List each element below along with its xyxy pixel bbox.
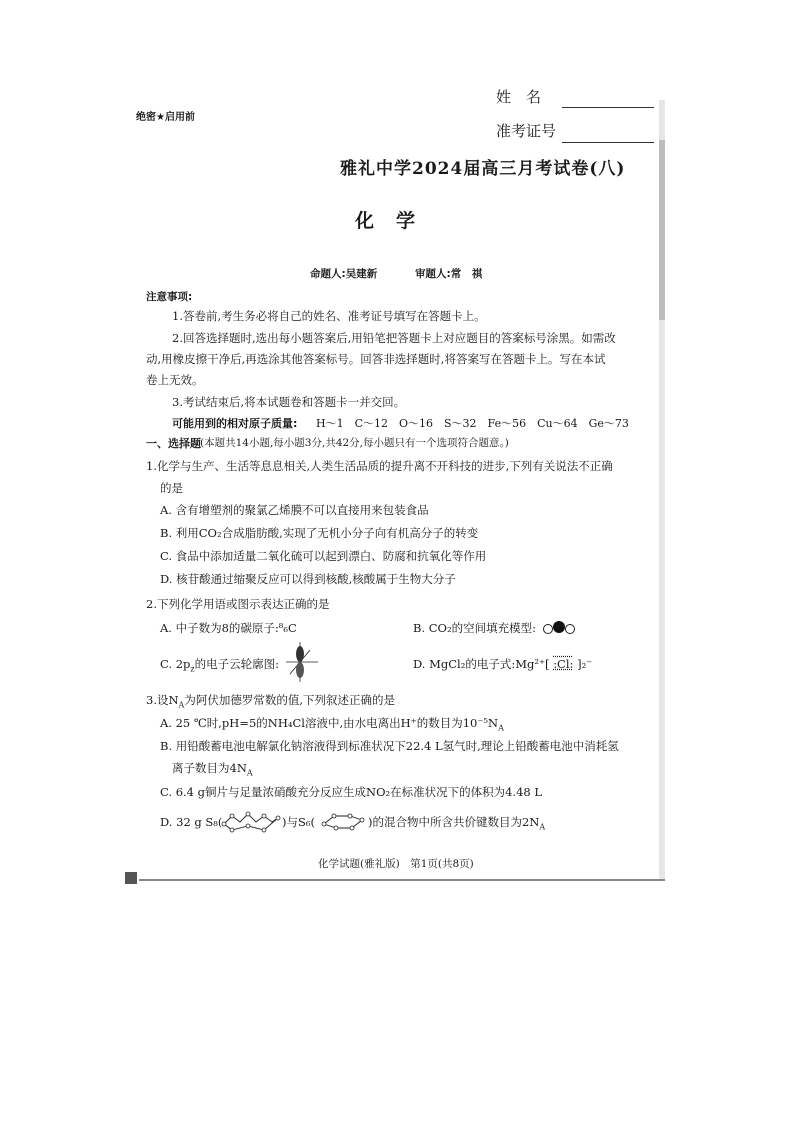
q2-option-b: B. CO₂的空间填充模型: (413, 621, 536, 635)
subject-title: 化学 (355, 210, 438, 232)
q1-option-b: B. 利用CO₂合成脂肪酸,实现了无机小分子向有机高分子的转变 (160, 526, 479, 540)
q3-option-d-suffix-text: )的混合物中所含共价键数目为2N (368, 815, 540, 829)
page-scrollbar[interactable] (659, 100, 665, 880)
q2-stem: 2.下列化学用语或图示表达正确的是 (146, 597, 330, 611)
q3-option-d-sub: A (539, 822, 546, 832)
q3-option-b-b (172, 761, 253, 780)
q3-option-a (160, 716, 504, 735)
exam-id-field (562, 141, 654, 143)
section1-heading: 一、选择题 (146, 437, 201, 450)
notes-heading: 注意事项: (146, 291, 193, 303)
q2-option-d-prefix: D. MgCl₂的电子式:Mg²⁺[ (413, 657, 550, 671)
name-field (562, 106, 654, 108)
q3-stem-b: 为阿伏加德罗常数的值,下列叙述正确的是 (184, 693, 395, 707)
chloride-symbol: :Cl: (553, 657, 574, 671)
exam-id-label: 准考证号 (496, 122, 557, 140)
q3-stem (146, 693, 395, 712)
q2-option-a: A. 中子数为8的碳原子:⁸₆C (160, 621, 297, 635)
q1-stem-b: 的是 (160, 481, 183, 495)
page-footer: 化学试题(雅礼版) 第1页(共8页) (318, 858, 474, 870)
corner-mark (125, 872, 137, 884)
s6-ring-structure-icon (320, 810, 366, 832)
atomic-label: 可能用到的相对原子质量: (172, 417, 298, 430)
exam-title: 雅礼中学2024届高三月考试卷(八) (340, 159, 626, 179)
q1-option-d: D. 核苷酸通过缩聚反应可以得到核酸,核酸属于生物大分子 (160, 572, 456, 586)
q3-option-d-prefix: D. 32 g S₈( (160, 815, 223, 829)
q3-stem-a: 3.设N (146, 693, 179, 707)
secret-mark: 绝密★启用前 (136, 112, 195, 123)
note-2a: 2.回答选择题时,选出每小题答案后,用铅笔把答题卡上对应题目的答案标号涂黑。如需改 (172, 331, 616, 345)
reviewer: 审题人:常 祺 (415, 268, 483, 280)
q3-option-d-mid: )与S₆( (282, 815, 315, 829)
setter: 命题人:吴建新 (310, 268, 378, 280)
q1-option-a: A. 含有增塑剂的聚氯乙烯膜不可以直接用来包装食品 (160, 503, 429, 517)
q3-option-a-sub: A (498, 723, 504, 733)
q2-option-c-rest: 的电子云轮廓图: (194, 657, 279, 671)
note-1: 1.答卷前,考生务必将自己的姓名、准考证号填写在答题卡上。 (172, 309, 486, 323)
q3-option-c: C. 6.4 g铜片与足量浓硝酸充分反应生成NO₂在标准状况下的体积为4.48 L (160, 785, 543, 799)
q2-option-c-sub: z (190, 664, 195, 674)
name-label: 姓 名 (496, 88, 542, 106)
q3-option-d-suffix (368, 815, 545, 834)
atomic-values: H～1 C～12 O～16 S～32 Fe～56 Cu～64 Ge～73 (316, 417, 629, 430)
q2-option-d-suffix: ]₂⁻ (577, 657, 593, 671)
edge-line (139, 879, 665, 881)
q2-option-c (160, 657, 279, 676)
q1-stem-a: 1.化学与生产、生活等息息相关,人类生活品质的提升离不开科技的进步,下列有关说法不正确 (146, 459, 613, 473)
q3-option-b-sub: A (246, 768, 253, 778)
s8-ring-structure-icon (222, 810, 280, 832)
note-3: 3.考试结束后,将本试题卷和答题卡一并交回。 (172, 395, 406, 409)
2pz-orbital-diagram-icon (282, 640, 322, 684)
note-2c: 卷上无效。 (146, 373, 204, 387)
q1-option-c: C. 食品中添加适量二氧化硫可以起到漂白、防腐和抗氧化等作用 (160, 549, 487, 563)
q3-option-b-text: 离子数目为4N (172, 761, 247, 775)
q2-option-c-label: C. 2p (160, 657, 191, 671)
q3-option-b-a: B. 用铅酸蓄电池电解氯化钠溶液得到标准状况下22.4 L氢气时,理论上铅酸蓄电池中消耗氢 (160, 739, 619, 753)
co2-space-filling-model-icon (541, 619, 577, 637)
section1-desc: (本题共14小题,每小题3分,共42分,每小题只有一个选项符合题意。) (200, 437, 509, 449)
scroll-thumb[interactable] (659, 140, 665, 320)
page-bottom-edge (125, 870, 665, 884)
note-2b: 动,用橡皮擦干净后,再选涂其他答案标号。回答非选择题时,将答案写在答题卡上。写在本试 (146, 352, 606, 366)
q3-stem-sub: A (178, 700, 185, 710)
q3-option-a-text: A. 25 ℃时,pH=5的NH₄Cl溶液中,由水电离出H⁺的数目为10⁻⁵N (160, 716, 499, 730)
q2-option-d (413, 657, 592, 672)
